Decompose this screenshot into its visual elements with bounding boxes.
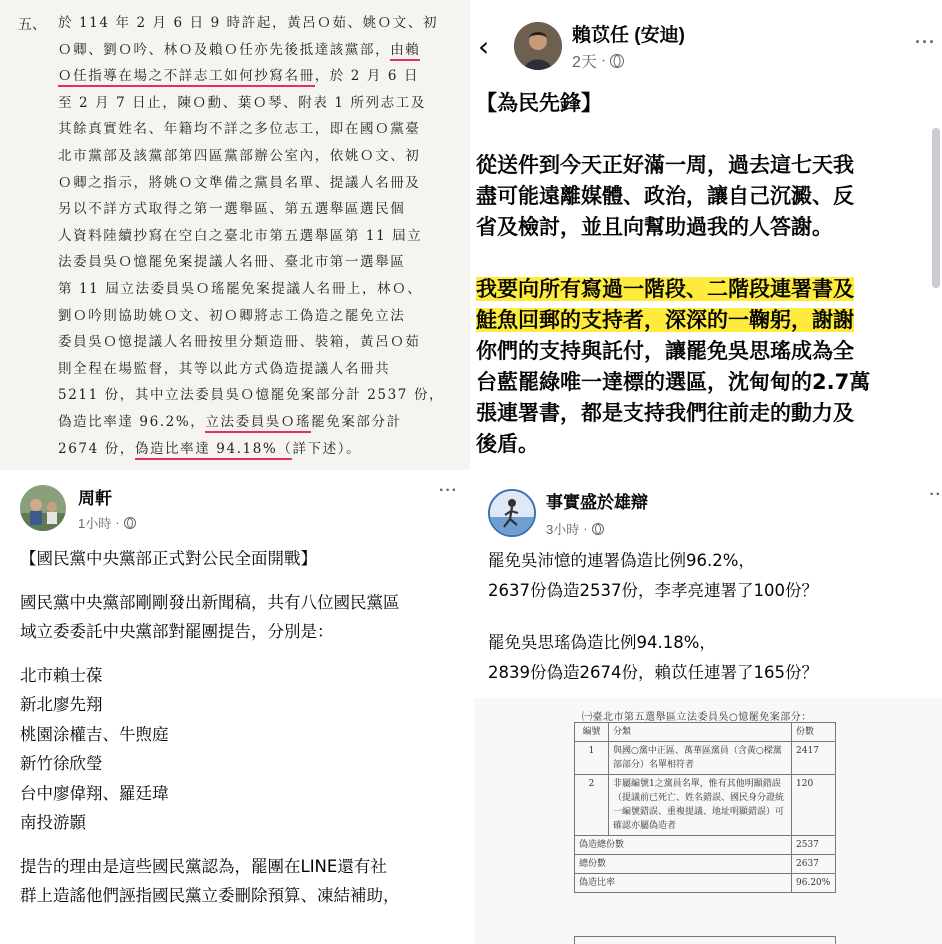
post-line: 罷免吳沛憶的連署偽造比例96.2%， <box>488 551 755 570</box>
document-text-segment: 至 2 月 7 日止，陳Ｏ勳、葉Ｏ琴、附表 1 所列志工及 <box>58 94 426 111</box>
post-text-segment: 張連署書，都是支持我們往前走的動力及 <box>476 401 854 425</box>
document-line <box>58 10 468 37</box>
table-cell: 2537 <box>792 836 836 855</box>
avatar-runner-icon <box>490 491 534 535</box>
underlined-text: Ｏ任指導在場之不詳志工如何抄寫名冊 <box>58 68 315 87</box>
post-line <box>476 243 936 274</box>
post-line: 新北廖先翔 <box>20 695 103 714</box>
post-line <box>476 181 936 212</box>
document-text-segment: 於 114 年 2 月 6 日 9 時許起，黃呂Ｏ茹、姚Ｏ文、初 <box>58 15 439 31</box>
post-line: 國民黨中央黨部剛剛發出新聞稿，共有八位國民黨區 <box>20 592 400 612</box>
globe-icon <box>592 523 604 535</box>
document-page <box>0 0 470 470</box>
scan-caption: ㈠臺北市第五選舉區立法委員吳○憶罷免案部分： <box>582 712 812 723</box>
next-table-edge <box>574 936 836 944</box>
post-line: 2839份偽造2674份，賴苡任連署了165份？ <box>488 663 818 682</box>
underlined-text: 立法委員吳Ｏ瑤 <box>205 414 311 433</box>
document-line <box>58 143 468 170</box>
document-text-segment: 其餘真實姓名、年籍均不詳之多位志工，即在國Ｏ黨臺 <box>58 121 421 138</box>
globe-icon <box>610 54 624 68</box>
post-text-segment: 後盾。 <box>476 432 539 456</box>
post-line: 域立委委託中央黨部對罷團提告，分別是： <box>20 622 334 641</box>
post-text <box>20 544 460 911</box>
post-line: 桃園涂權吉、牛煦庭 <box>20 724 169 744</box>
post-line <box>476 150 936 181</box>
author-avatar[interactable] <box>488 489 536 537</box>
highlighted-text: 鮭魚回郵的支持者，深深的一鞠躬，謝謝 <box>476 308 854 332</box>
post-text-segment: 盡可能遠離媒體、政治，讓自己沉澱、反 <box>476 184 854 208</box>
document-text-segment: Ｏ卿之指示，將姚Ｏ文準備之黨員名單、提議人名冊及 <box>58 174 421 191</box>
header-cell: 分類 <box>609 723 792 742</box>
post-line <box>476 336 936 367</box>
back-chevron-icon[interactable]: ‹ <box>478 30 490 63</box>
document-text-segment: 則全程在場監督，其等以此方式偽造提議人名冊共 <box>58 360 391 377</box>
document-text-segment: 委員吳Ｏ憶提議人名冊按里分類造冊、裝箱，黃呂Ｏ茹 <box>58 334 421 351</box>
attached-scan-image[interactable] <box>474 698 942 944</box>
document-line <box>58 436 468 463</box>
table-total-row <box>575 836 836 855</box>
facebook-post-facts <box>474 474 942 944</box>
post-line <box>476 212 936 243</box>
author-name[interactable]: 周軒 <box>78 489 112 508</box>
post-text-segment: 台藍罷綠唯一達標的選區，沈甸甸的2.7萬 <box>476 370 871 394</box>
document-line <box>58 276 468 303</box>
more-options-icon[interactable]: ··· <box>915 32 936 52</box>
author-avatar[interactable] <box>20 485 66 531</box>
post-line: 罷免吳思瑤偽造比例94.18%， <box>488 633 716 652</box>
paragraph-gap <box>20 647 460 661</box>
document-text-segment: 另以不詳方式取得之第一選舉區、第五選舉區選民個 <box>58 201 406 218</box>
document-text-segment: 偽造比率達 96.2%， <box>58 413 206 430</box>
table-row <box>575 775 836 836</box>
post-line <box>476 398 936 429</box>
more-options-icon[interactable]: ·· <box>929 486 942 503</box>
meta-separator: · <box>583 521 588 536</box>
document-text-segment: 北市黨部及該黨部第四區黨部辦公室內，依姚Ｏ文、初 <box>58 147 421 164</box>
post-text-segment: 【為民先鋒】 <box>476 91 602 115</box>
avatar-portrait-icon <box>514 22 562 70</box>
table-row <box>575 742 836 775</box>
meta-separator: · <box>600 51 607 69</box>
section-number: 五、 <box>18 17 46 33</box>
document-text-segment: ，於 2 月 6 日 <box>314 68 420 85</box>
table-cell: 2637 <box>792 855 836 874</box>
table-header-row <box>575 723 836 742</box>
post-line <box>476 367 936 398</box>
document-text-segment: 詳下述）。 <box>292 440 362 457</box>
post-line <box>476 119 936 150</box>
avatar-photo-icon <box>20 485 66 531</box>
scan-table <box>574 722 836 893</box>
header-cell: 份數 <box>792 723 836 742</box>
document-text-segment: 5211 份，其中立法委員吳Ｏ憶罷免案部分計 2537 份， <box>58 387 445 404</box>
document-line <box>58 409 468 436</box>
post-header <box>514 20 685 72</box>
indictment-document-panel <box>0 0 470 470</box>
post-line: 北市賴士葆 <box>20 665 103 685</box>
table-total-row <box>575 855 836 874</box>
table-cell: 96.20% <box>792 874 836 893</box>
more-options-icon[interactable]: ··· <box>439 482 458 499</box>
post-line: 提告的理由是這些國民黨認為，罷團在LINE還有社 <box>20 856 387 876</box>
document-line <box>58 382 468 409</box>
document-line <box>58 329 468 356</box>
post-time[interactable]: 2天 <box>572 54 597 71</box>
paragraph-gap <box>20 838 460 852</box>
table-cell: 1 <box>575 742 609 775</box>
document-text-segment: Ｏ卿、劉Ｏ吟、林Ｏ及賴Ｏ任亦先後抵達該黨部， <box>58 41 391 58</box>
document-text-segment: 人資料陸續抄寫在空白之臺北市第五選舉區第 11 屆立 <box>58 227 423 244</box>
post-line: 台中廖偉翔、羅廷瑋 <box>20 783 169 803</box>
author-name[interactable]: 事實盛於雄辯 <box>546 493 648 512</box>
document-text-segment: 劉Ｏ吟則協助姚Ｏ文、初Ｏ卿將志工偽造之罷免立法 <box>58 307 406 324</box>
document-line <box>58 37 468 64</box>
document-line <box>58 116 468 143</box>
document-line <box>58 356 468 383</box>
post-line <box>476 305 936 336</box>
post-text-segment: 你們的支持與託付，讓罷免吳思瑤成為全 <box>476 339 854 363</box>
table-cell: 偽造總份數 <box>575 836 792 855</box>
post-line <box>476 274 936 305</box>
table-cell: 偽造比率 <box>575 874 792 893</box>
scrollbar[interactable] <box>932 128 940 288</box>
table-cell: 2 <box>575 775 609 836</box>
post-line: 【國民黨中央黨部正式對公民全面開戰】 <box>20 549 317 568</box>
document-line <box>58 249 468 276</box>
document-line <box>58 223 468 250</box>
document-text <box>58 10 468 462</box>
underlined-text: 偽造比率達 94.18%（ <box>135 441 293 460</box>
author-name[interactable]: 賴苡任 (安迪) <box>572 25 685 46</box>
document-text-segment: 罷免案部分計 <box>311 413 402 430</box>
post-line <box>476 429 936 460</box>
document-text-segment: 法委員吳Ｏ憶罷免案提議人名冊、臺北市第一選舉區 <box>58 254 406 271</box>
post-header <box>488 488 648 538</box>
document-line <box>58 63 468 90</box>
paragraph-gap <box>20 574 460 588</box>
post-text <box>476 88 936 460</box>
header-cell: 編號 <box>575 723 609 742</box>
table-cell: 2417 <box>792 742 836 775</box>
table-cell: 總份數 <box>575 855 792 874</box>
post-line: 新竹徐欣瑩 <box>20 754 103 773</box>
paragraph-gap <box>488 606 938 628</box>
globe-icon <box>124 517 136 529</box>
document-text-segment: 第 11 屆立法委員吳Ｏ瑤罷免案提議人名冊上，林Ｏ、 <box>58 280 423 297</box>
post-time[interactable]: 1小時 <box>78 516 112 531</box>
table-cell: 與國○黨中正區、萬華區黨員（含黃○樑黨部部分）名單相符者 <box>609 742 792 775</box>
table-total-row <box>575 874 836 893</box>
post-text <box>488 546 938 688</box>
post-text-segment: 省及檢討，並且向幫助過我的人答謝。 <box>476 215 833 239</box>
meta-separator: · <box>115 515 120 530</box>
table-cell: 120 <box>792 775 836 836</box>
document-line <box>58 90 468 117</box>
document-line <box>58 196 468 223</box>
table-cell: 非屬編號1之黨員名單，惟有其他明顯錯誤（提議前已死亡、姓名錯誤、國民身分證統一編號錯誤、重複提議、地址明顯錯誤）可確認亦屬偽造者 <box>609 775 792 836</box>
post-time[interactable]: 3小時 <box>546 522 580 537</box>
post-text-segment: 從送件到今天正好滿一周，過去這七天我 <box>476 153 854 177</box>
post-line: 南投游顥 <box>20 813 86 832</box>
facebook-post-lai <box>474 0 942 470</box>
horizontal-divider <box>0 470 942 474</box>
author-avatar[interactable] <box>514 22 562 70</box>
document-text-segment: 2674 份， <box>58 440 135 457</box>
post-header <box>20 484 136 532</box>
post-line: 群上造謠他們誣指國民黨立委刪除預算、凍結補助， <box>20 886 400 905</box>
underlined-text: 由賴 <box>390 42 420 61</box>
document-line <box>58 303 468 330</box>
post-line <box>476 88 936 119</box>
facebook-post-zhou <box>0 474 470 944</box>
highlighted-text: 我要向所有寫過一階段、二階段連署書及 <box>476 277 854 301</box>
document-line <box>58 170 468 197</box>
post-line: 2637份偽造2537份，李孝亮連署了100份？ <box>488 581 818 600</box>
